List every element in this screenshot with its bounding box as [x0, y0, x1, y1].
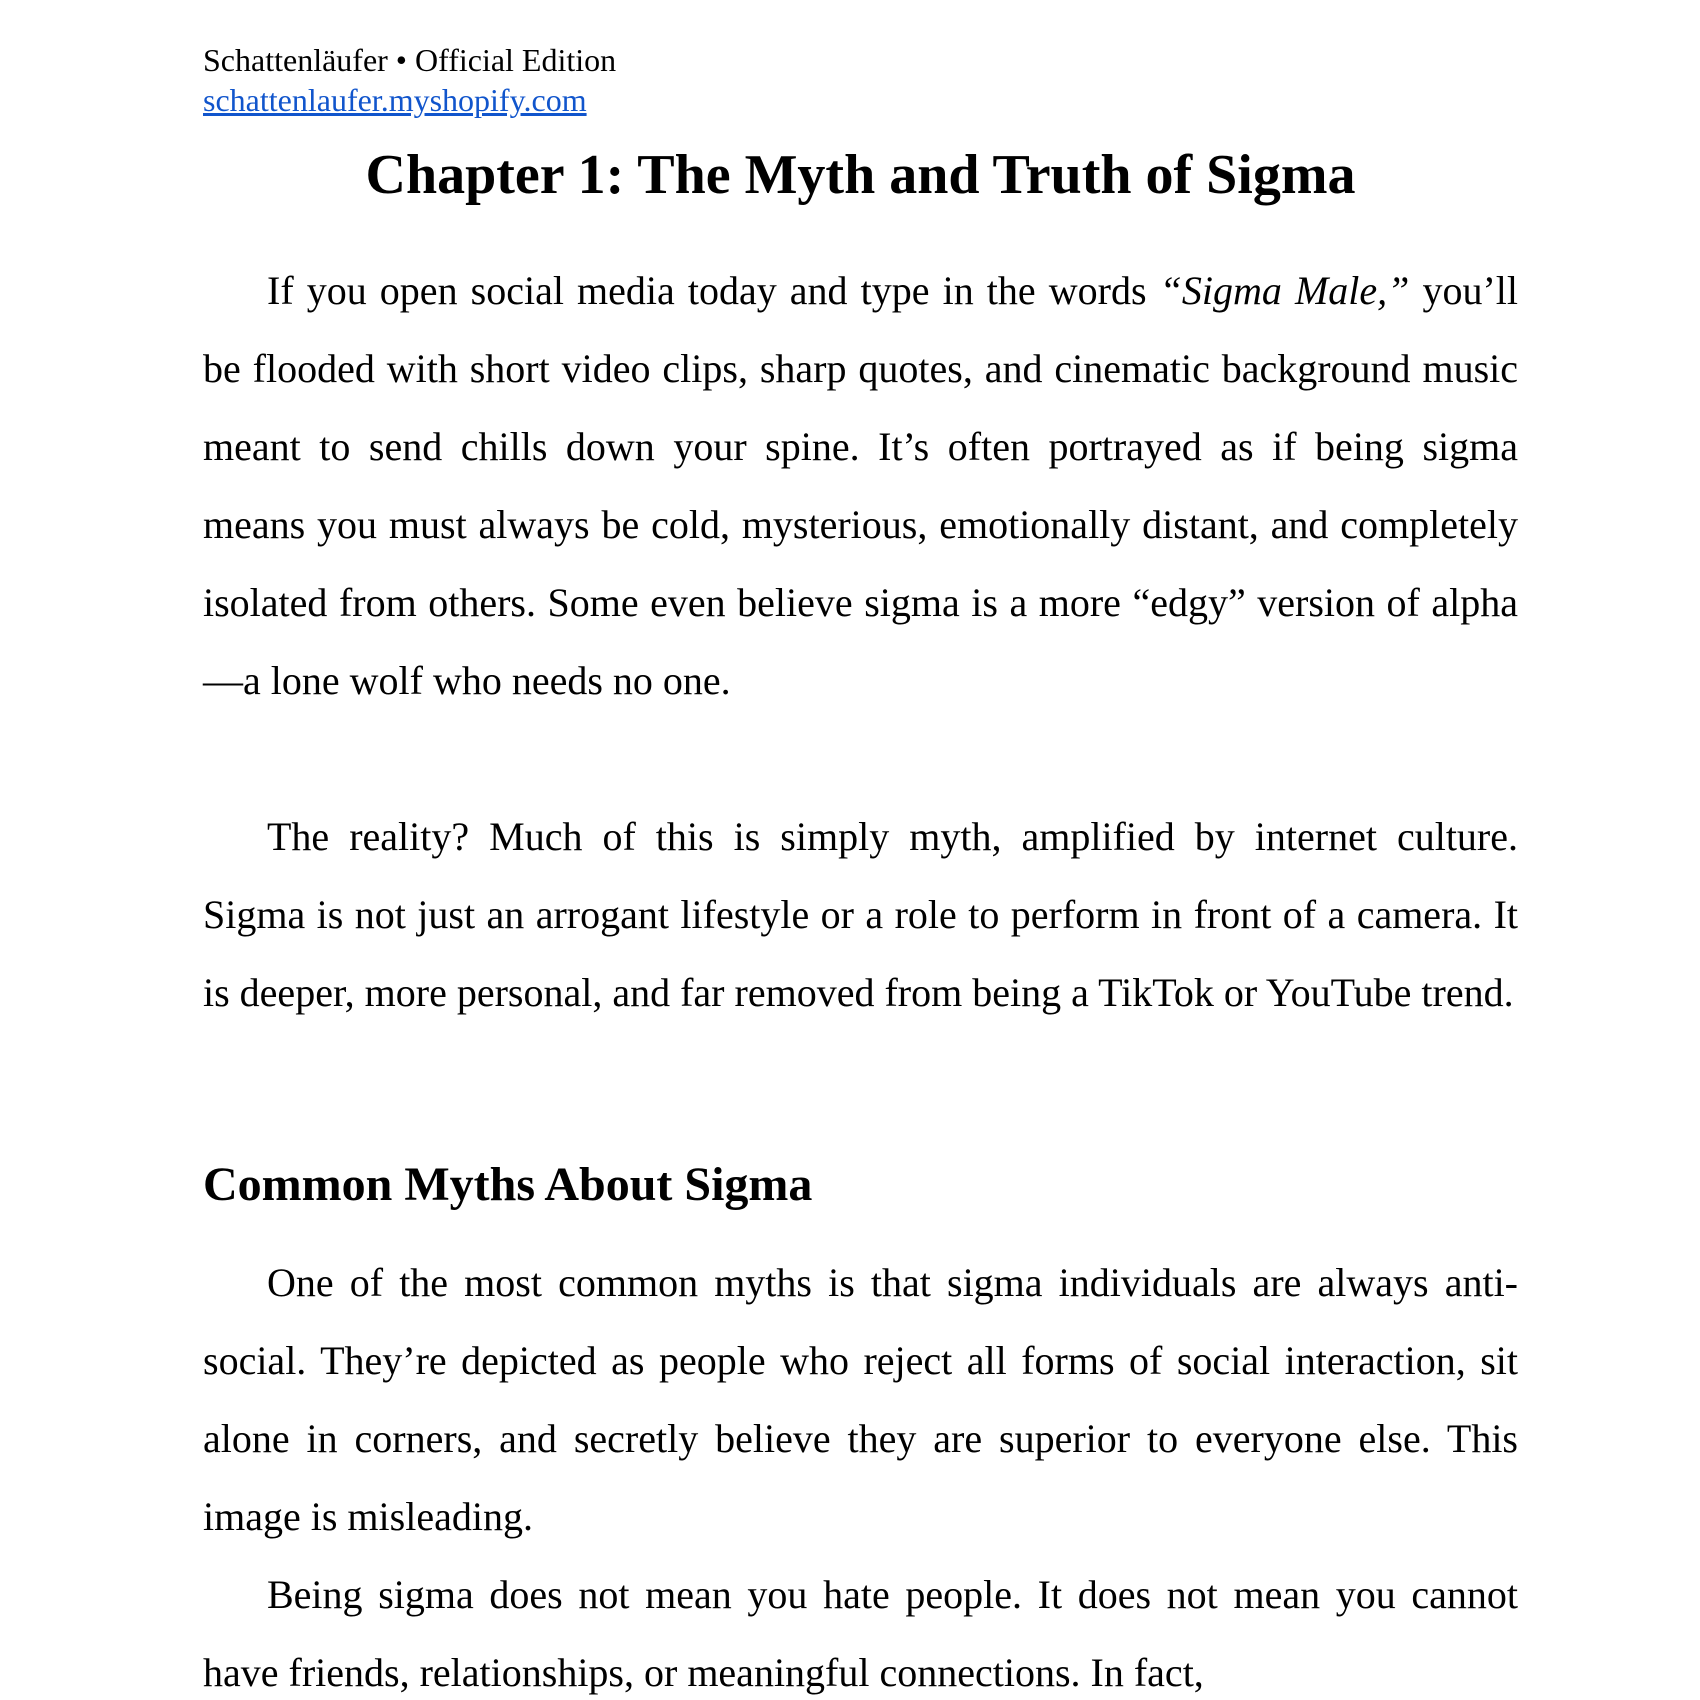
paragraph-intro-start: If you open social media today and type in the words [267, 268, 1160, 313]
paragraph-myth-antisocial: One of the most common myths is that sigma individuals are always anti-social. They’re depicted as people who reject all forms of social interaction, sit alone in corners, and secretly believe they are superior to everyone else. This image is misleading. [203, 1260, 1518, 1539]
shop-link[interactable]: schattenlaufer.myshopify.com [203, 82, 587, 118]
paragraph-intro-rest: you’ll be flooded with short video clips, sharp quotes, and cinematic background music meant to send chills down your spine. It’s often portrayed as if being sigma means you must always be cold, mysterious, emotionally distant, and completely isolated from others. Some even believe sigma is a more “edgy” version of alpha—a lone wolf who needs no one. [203, 268, 1519, 703]
paragraph-reality: The reality? Much of this is simply myth, amplified by internet culture. Sigma is not just an arrogant lifestyle or a role to perform in front of a camera. It is deeper, more personal, and far removed from being a TikTok or YouTube trend. [203, 814, 1518, 1015]
edition-label: Schattenläufer • Official Edition [203, 42, 617, 78]
paragraph-not-hate: Being sigma does not mean you hate people. It does not mean you cannot have friends, relationships, or meaningful connections. In fact, [203, 1572, 1518, 1695]
chapter-title: Chapter 1: The Myth and Truth of Sigma [365, 144, 1356, 206]
section-title: Common Myths About Sigma [203, 1158, 813, 1211]
paragraph-intro-italic: “Sigma Male,” [1159, 268, 1410, 313]
paragraph-intro [203, 252, 1518, 720]
page-header [203, 40, 616, 120]
